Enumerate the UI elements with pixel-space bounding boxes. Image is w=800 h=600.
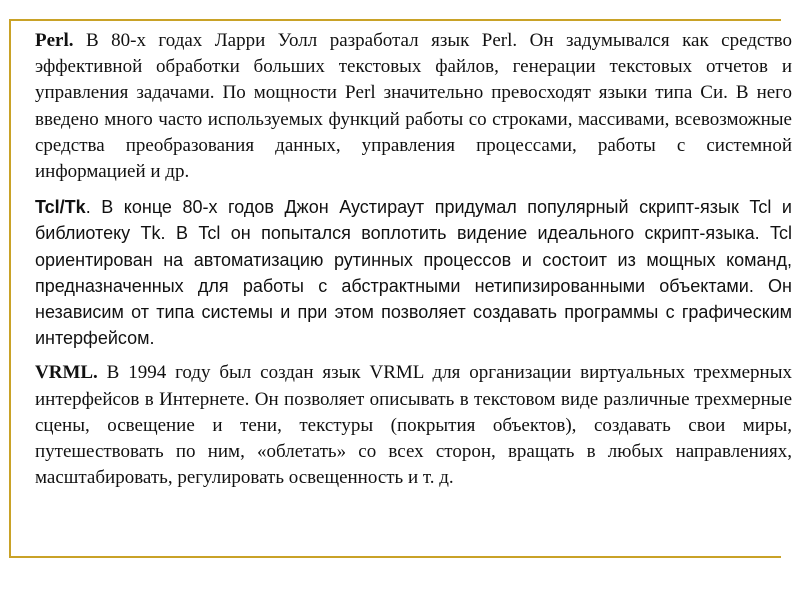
paragraph-tcl-tk	[35, 194, 792, 351]
bottom-border-rule	[9, 556, 781, 558]
left-border-rule	[9, 19, 11, 557]
paragraph-perl-lead: Perl.	[35, 30, 74, 51]
paragraph-perl	[35, 28, 792, 185]
slide-body	[35, 28, 792, 500]
paragraph-tcl-tk-lead: Tcl/Tk	[35, 197, 86, 218]
paragraph-vrml	[35, 360, 792, 491]
paragraph-tcl-tk-text: . В конце 80-х годов Джон Аустираут придумал популярный скрипт-язык Tcl и библиотеку Tk. В Tcl он попытался воплотить видение идеального скрипт-языка. Tcl ориентирован на автоматизацию рутинных процессов и состоит из мощных команд, предназначенных для работы с абстрактными нетипизированными объектами. Он независим от типа системы и при этом позволяет создавать программы с графическим интерфейсом.	[35, 197, 792, 349]
paragraph-vrml-lead: VRML.	[35, 362, 98, 384]
paragraph-vrml-text: В 1994 году был создан язык VRML для организации виртуальных трехмерных интерфейсов в Интернете. Он позволяет описывать в текстовом виде различные трехмерные сцены, освещение и тени, текстуры (покрытия объектов), создавать свои миры, путешествовать по ним, «облетать» со всех сторон, вращать в любых направлениях, масштабировать, регулировать освещенность и т. д.	[35, 362, 792, 489]
paragraph-perl-text: В 80-х годах Ларри Уолл разработал язык Perl. Он задумывался как средство эффективной обработки больших текстовых файлов, генерации текстовых отчетов и управления задачами. По мощности Perl значительно превосходят языки типа Си. В него введено много часто используемых функций работы со строками, массивами, всевозможные средства преобразования данных, управления процессами, работы с системной информацией и др.	[35, 30, 792, 183]
top-border-rule	[9, 19, 781, 21]
